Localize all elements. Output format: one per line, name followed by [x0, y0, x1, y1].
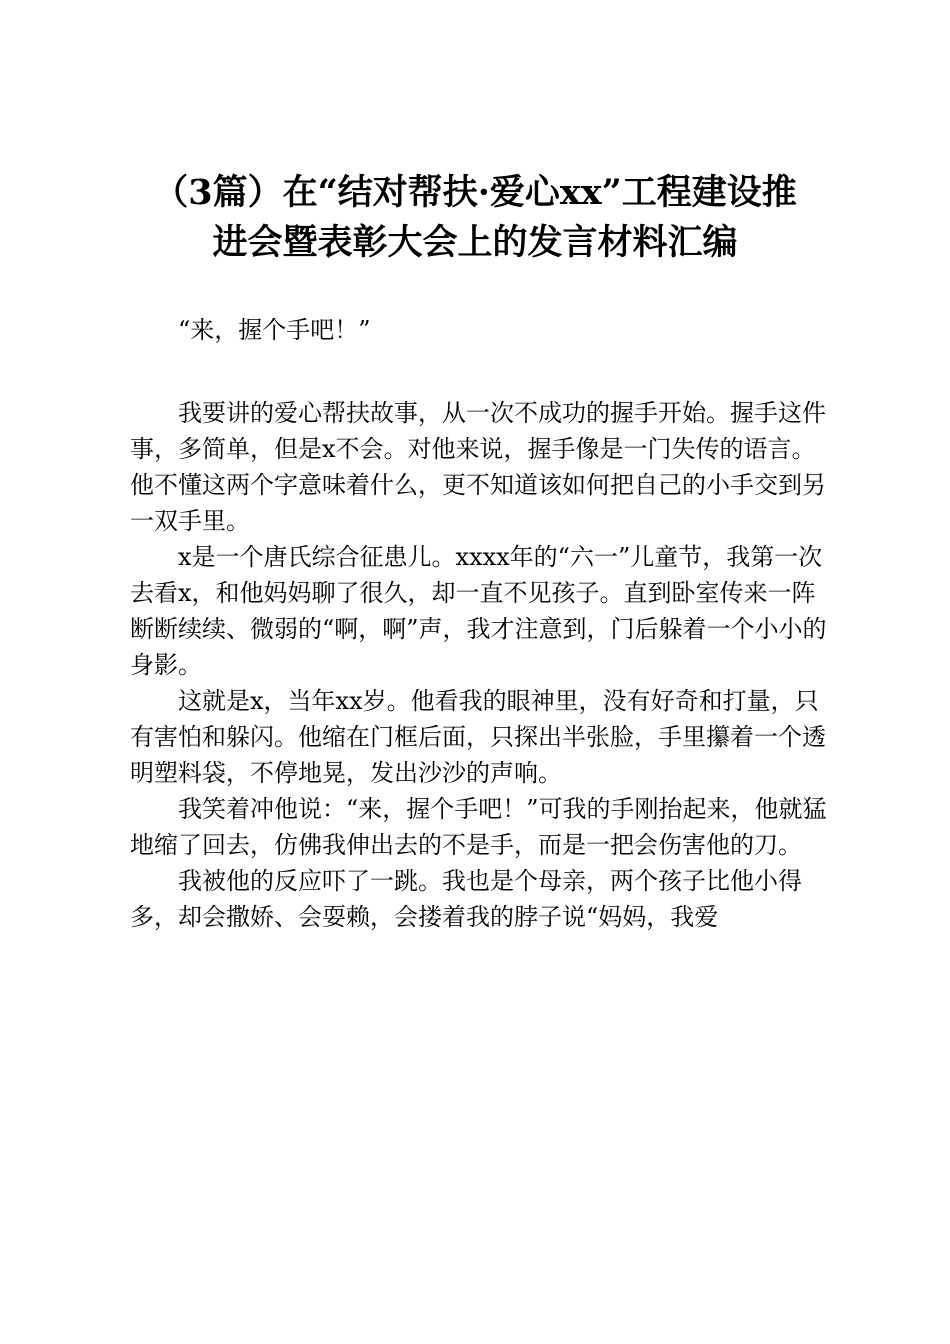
body-paragraph-5: 我被他的反应吓了一跳。我也是个母亲，两个孩子比他小得多，却会撒娇、会耍赖，会搂着我的脖子说“妈妈，我爱 — [130, 867, 802, 931]
title-line-1: （3篇）在“结对帮扶·爱心xx”工程建设推 — [153, 172, 797, 213]
title-line-2: 进会暨表彰大会上的发言材料汇编 — [212, 222, 738, 263]
opening-quote: “来，握个手吧！” — [178, 316, 371, 344]
body-paragraph-1: 我要讲的爱心帮扶故事，从一次不成功的握手开始。握手这件事，多简单，但是x不会。对他来说，握手像是一门失传的语言。他不懂这两个字意味着什么，更不知道该如何把自己的小手交到另一双手里。 — [130, 399, 826, 535]
body-paragraph-2: x是一个唐氏综合征患儿。xxxx年的“六一”儿童节，我第一次去看x，和他妈妈聊了很久，却一直不见孩子。直到卧室传来一阵断断续续、微弱的“啊，啊”声，我才注意到，门后躲着一个小小的身影。 — [130, 543, 827, 679]
paragraph-gap — [130, 348, 830, 395]
document-title — [120, 168, 830, 268]
body-paragraph-3: 这就是x，当年xx岁。他看我的眼神里，没有好奇和打量，只有害怕和躲闪。他缩在门框后面，只探出半张脸，手里攥着一个透明塑料袋，不停地晃，发出沙沙的声响。 — [130, 687, 826, 787]
document-body — [130, 312, 830, 935]
body-paragraph-4: 我笑着冲他说：“来，握个手吧！”可我的手刚抬起来，他就猛地缩了回去，仿佛我伸出去的不是手，而是一把会伤害他的刀。 — [130, 795, 827, 859]
